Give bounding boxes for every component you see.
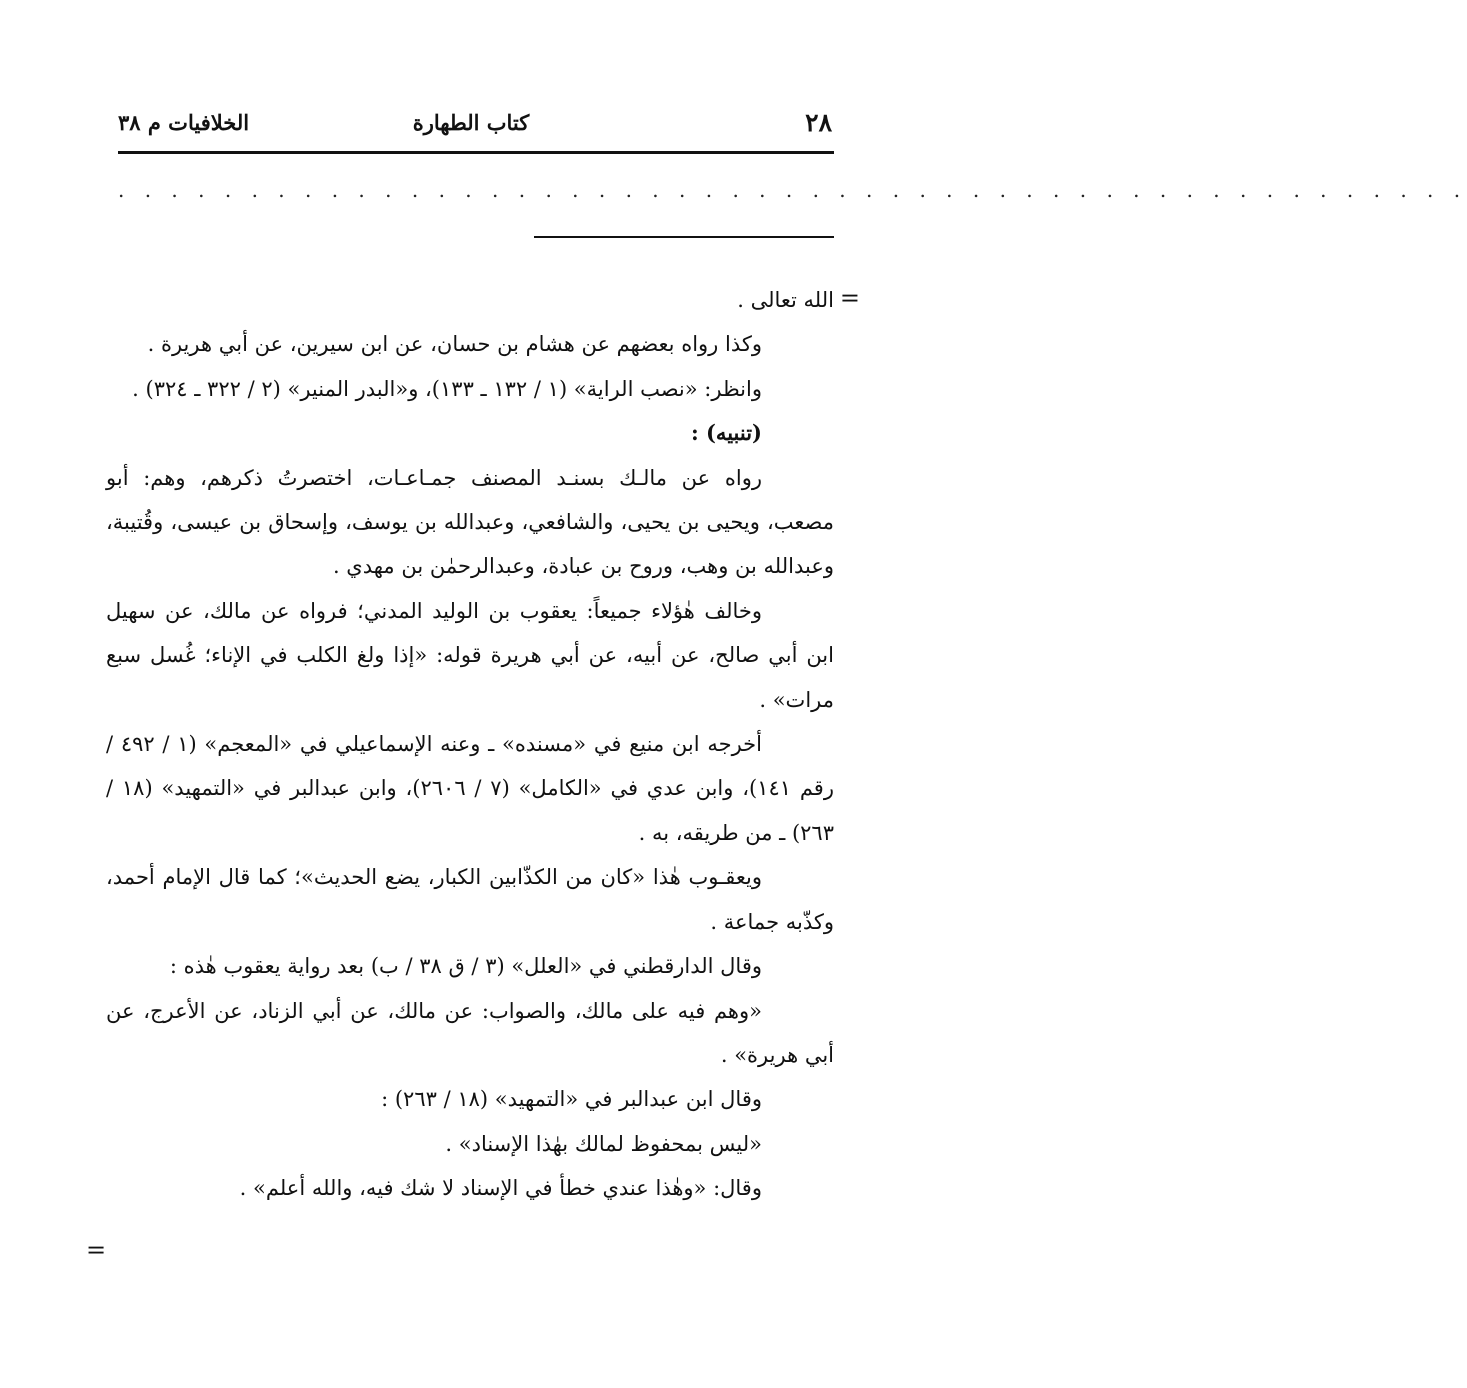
- footnote-body: [106, 278, 834, 1211]
- note-heading: (تنبيه) :: [690, 420, 762, 446]
- continuation-mark-top: =: [839, 284, 860, 312]
- footnote-rule: [534, 236, 834, 238]
- paragraph-10: «وهم فيه على مالك، والصواب: عن مالك، عن أبي الزناد، عن الأعرج، عن أبي هريرة» .: [106, 998, 834, 1067]
- paragraph-1: الله تعالى .: [737, 288, 834, 312]
- paragraph-6: وخالف هٰؤلاء جميعاً: يعقوب بن الوليد المدني؛ فرواه عن مالك، عن سهيل ابن أبي صالح، عن أبيه، عن أبي هريرة قوله: «إذا ولغ الكلب في الإناء؛ غُسل سبع مرات» .: [106, 598, 834, 712]
- paragraph-9: وقال الدارقطني في «العلل» (٣ / ق ٣٨ / ب) بعد رواية يعقوب هٰذه :: [169, 954, 762, 979]
- paragraph-2: وكذا رواه بعضهم عن هشام بن حسان، عن ابن سيرين، عن أبي هريرة .: [147, 332, 762, 357]
- dotted-separator: . . . . . . . . . . . . . . . . . . . . . . . . . . . . . . . . . . . . . . . . . . . . . . . . . . .: [118, 178, 1467, 202]
- paragraph-12: «ليس بمحفوظ لمالك بهٰذا الإسناد» .: [445, 1131, 762, 1156]
- volume-reference: الخلافيات م ٣٨: [118, 110, 250, 135]
- header-rule: [118, 151, 834, 154]
- paragraph-5: رواه عن مالـك بسنـد المصنف جمـاعـات، اختصرتُ ذكرهم، وهم: أبو مصعب، ويحيى بن يحيى، والشافعي، وعبدالله بن يوسف، وإسحاق بن عيسى، وقُتيبة، وعبدالله بن وهب، وروح بن عبادة، وعبدالرحمٰن بن مهدي .: [106, 465, 834, 579]
- paragraph-13: وقال: «وهٰذا عندي خطأ في الإسناد لا شك فيه، والله أعلم» .: [239, 1176, 762, 1201]
- book-title: كتاب الطهارة: [412, 110, 530, 135]
- running-header: [110, 108, 832, 148]
- paragraph-3: وانظر: «نصب الراية» (١ / ١٣٢ ـ ١٣٣)، و«البدر المنير» (٢ / ٣٢٢ ـ ٣٢٤) .: [132, 376, 762, 401]
- paragraph-7: أخرجه ابن منيع في «مسنده» ـ وعنه الإسماعيلي في «المعجم» (١ / ٤٩٢ / رقم ١٤١)، وابن عدي في «الكامل» (٧ / ٢٦٠٦)، وابن عبدالبر في «التمهيد» (١٨ / ٢٦٣) ـ من طريقه، به .: [106, 732, 834, 845]
- continuation-mark-bottom: =: [86, 1236, 107, 1264]
- page-number: ٢٨: [805, 108, 832, 137]
- paragraph-8: ويعقـوب هٰذا «كان من الكذّابين الكبار، يضع الحديث»؛ كما قال الإمام أحمد، وكذّبه جماعة .: [106, 865, 834, 934]
- paragraph-11: وقال ابن عبدالبر في «التمهيد» (١٨ / ٢٦٣) :: [381, 1087, 762, 1112]
